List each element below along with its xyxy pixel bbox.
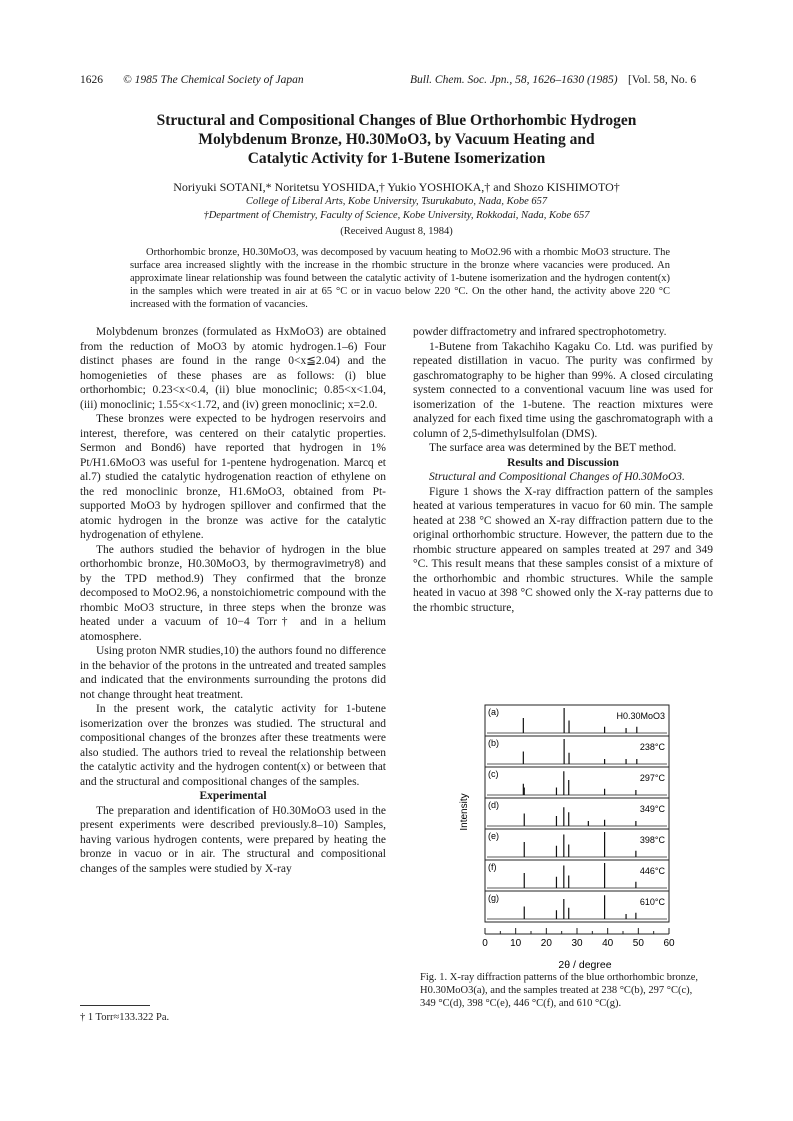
paragraph: In the present work, the catalytic activity for 1-butene isomerization over the bronzes was studied. The structural and compositional changes of the bronzes after these treatments were also studied. The authors tried to reveal the relationship between the catalytic activity and the hydrogen content(x) or between that and the structural and compositional changes of the samples.	[80, 703, 386, 788]
paragraph: The preparation and identification of H0.30MoO3 used in the present experiments were described previously.8–10) Samples, having various hydrogen contents, were prepared by heating the bronze in vacuo or in air. The structural and compositional changes of the samples were studied by X-ray	[80, 804, 386, 875]
paragraph: Molybdenum bronzes (formulated as HxMoO3) are obtained from the reduction of MoO3 by atomic hydrogen.1–6) Four distinct phases are found in the range 0<x≦2.04) and the homogenieties of these phases are as follows: (i) blue orthorhombic; 0.23<x<0.4, (ii) blue monoclinic; 0.85<x<1.04, (iii) monoclinic; 1.55<x<1.72, and (iv) green monoclinic; x=2.0.	[80, 326, 386, 411]
affiliation-1: College of Liberal Arts, Kobe University, Tsurukabuto, Nada, Kobe 657	[245, 196, 548, 207]
panel-label: H0.30MoO3	[616, 711, 665, 721]
pattern-panel	[485, 798, 669, 829]
title-line-2: Molybdenum Bronze, H0.30MoO3, by Vacuum Heating and	[198, 131, 595, 148]
paragraph: Using proton NMR studies,10) the authors found no difference in the behavior of the protons in the untreated and treated samples and indicated that the environments surrounding the protons did not change throught heat treatment.	[80, 645, 386, 701]
pattern-panel	[485, 891, 669, 922]
journal-citation: Bull. Chem. Soc. Jpn., 58, 1626–1630 (1985)	[410, 74, 618, 86]
pattern-panel	[485, 829, 669, 860]
paragraph: Figure 1 shows the X-ray diffraction pattern of the samples heated at various temperatures in vacuo for 60 min. The sample heated at 238 °C showed an X-ray diffraction pattern due to the original orthorhombic structure. However, the pattern due to the rhombic structure appeared on samples treated at 297 and 349 °C. This result means that these samples consist of a mixture of the orthorhombic and rhombic structures. While the sample heated in vacuo at 398 °C showed only the X-ray patterns due to the rhombic structure,	[413, 485, 713, 614]
x-tick-label: 20	[540, 938, 552, 949]
pattern-panel	[485, 736, 669, 767]
paragraph: powder diffractometry and infrared spectrophotometry.	[413, 326, 667, 338]
panel-letter: (d)	[488, 800, 499, 810]
x-tick-label: 40	[602, 938, 614, 949]
title-line-3: Catalytic Activity for 1-Butene Isomerization	[247, 150, 546, 167]
figure-caption: Fig. 1. X-ray diffraction patterns of the blue orthorhombic bronze, H0.30MoO3(a), and the samples treated at 238 °C(b), 297 °C(c), 349 °C(d), 398 °C(e), 446 °C(f), and 610 °C(g).	[420, 972, 698, 1009]
panel-letter: (e)	[488, 831, 499, 841]
pattern-panel	[485, 705, 669, 736]
panel-label: 297°C	[639, 773, 665, 783]
copyright: © 1985 The Chemical Society of Japan	[123, 74, 304, 86]
footnote: † 1 Torr≈133.322 Pa.	[80, 1012, 170, 1023]
page-number: 1626	[80, 74, 103, 86]
pattern-panel	[485, 767, 669, 798]
volume-issue: [Vol. 58, No. 6	[628, 74, 697, 86]
footnote-rule	[80, 1005, 150, 1006]
xrd-figure	[455, 700, 695, 972]
authors: Noriyuki SOTANI,* Noritetsu YOSHIDA,† Yukio YOSHIOKA,† and Shozo KISHIMOTO†	[173, 180, 620, 194]
x-tick-label: 50	[632, 938, 644, 949]
paragraph: The authors studied the behavior of hydrogen in the blue orthorhombic bronze, H0.30MoO3, by thermogravimetry8) and by the TPD method.9) They confirmed that the bronze decomposed to MoO2.96, a nonstoichiometric compound with the rhombic MoO3 structure, in three steps when the bronze was heated under a vacuum of 10−4 Torr† and in a helium atomosphere.	[80, 543, 386, 643]
x-tick-label: 0	[482, 938, 488, 949]
panel-label: 398°C	[639, 835, 665, 845]
received-date: (Received August 8, 1984)	[340, 226, 453, 237]
x-tick-label: 30	[571, 938, 583, 949]
panel-label: 349°C	[639, 804, 665, 814]
x-axis-label: 2θ / degree	[558, 959, 612, 971]
paragraph: These bronzes were expected to be hydrogen reservoirs and interest, therefore, was centered on their catalytic properties. Sermon and Bond6) have reported that hydrogen in 1% Pt/H1.6MoO3 was useful for 1-pentene hydrogenation. Marcq et al.7) studied the catalytic hydrogenation reaction of ethylene on the red monoclinic bronze, H1.6MoO3, obtained from Pt-supported MoO3 by hydrogen spillover and confirmed that the atomic hydrogen in the bronze was active for the catalytic hydrogenation of ethylene.	[80, 413, 386, 541]
paper-title	[60, 111, 733, 168]
left-column	[80, 325, 386, 876]
panel-letter: (b)	[488, 738, 499, 748]
y-axis-label: Intensity	[459, 793, 470, 831]
paragraph: The surface area was determined by the BET method.	[429, 442, 677, 454]
abstract: Orthorhombic bronze, H0.30MoO3, was decomposed by vacuum heating to MoO2.96 with a rhombic MoO3 structure. The surface area increased slightly with the increase in the rhombic structure in the bronze where vacancies were produced. An approximate linear relationship was found between the catalytic activity of 1-butene isomerization and the hydrogen content(x) in the samples which were treated in air at 65 °C or in vacuo below 220 °C. On the other hand, the activity above 220 °C increased with the formation of vacancies.	[130, 247, 670, 310]
panel-letter: (a)	[488, 707, 499, 717]
panel-letter: (f)	[488, 862, 497, 872]
affiliation-2: †Department of Chemistry, Faculty of Science, Kobe University, Rokkodai, Nada, Kobe 657	[203, 210, 590, 221]
panel-label: 238°C	[639, 742, 665, 752]
paragraph: 1-Butene from Takachiho Kagaku Co. Ltd. was purified by repeated distillation in vacuo. The purity was confirmed by gaschromatography to be higher than 99%. A closed circulating system connected to a conventional vacuum line was used for isomerization of the 1-butene. The reaction mixtures were analyzed for each fixed time using the gaschromatograph with a column of 2,5-dimethylsulfolan (DMS).	[413, 340, 713, 440]
panel-label: 610°C	[639, 897, 665, 907]
x-tick-label: 10	[510, 938, 522, 949]
pattern-panel	[485, 860, 669, 891]
section-heading-results: Results and Discussion	[507, 456, 619, 469]
section-heading-experimental: Experimental	[199, 790, 267, 802]
subsection-heading: Structural and Compositional Changes of H0.30MoO3.	[429, 471, 685, 483]
x-tick-label: 60	[663, 938, 675, 949]
panel-letter: (g)	[488, 893, 499, 903]
right-column	[413, 325, 713, 615]
panel-label: 446°C	[639, 866, 665, 876]
panel-letter: (c)	[488, 769, 499, 779]
title-line-1: Structural and Compositional Changes of Blue Orthorhombic Hydrogen	[156, 112, 637, 129]
